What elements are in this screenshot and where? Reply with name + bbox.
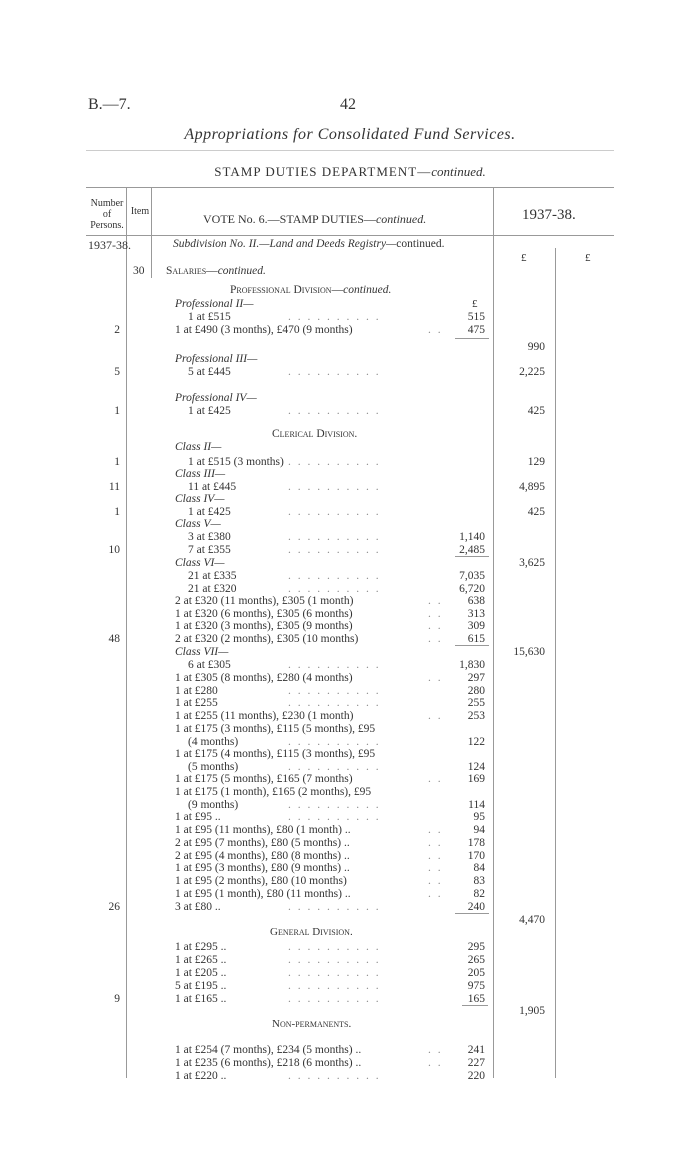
nonpermanents-heading: Non-permanents. (272, 1018, 352, 1030)
row-description: 7 at £355 (188, 544, 231, 556)
leader-dots: . . (428, 620, 443, 632)
table-row (0, 811, 700, 824)
row-description: (5 months) (188, 761, 239, 773)
row-total: 425 (527, 405, 545, 417)
subdivision-continued: continued. (396, 238, 445, 250)
table-row (0, 366, 700, 379)
table-row (0, 311, 700, 324)
row-amount: 205 (467, 967, 485, 979)
table-top-rule (86, 187, 614, 188)
table-row (0, 710, 700, 723)
leader-dots: . . (428, 324, 443, 336)
row-description: 1 at £515 (3 months) (188, 456, 284, 468)
row-amount: 255 (467, 697, 485, 709)
salaries-label: Salaries— (166, 265, 218, 277)
leader-dots: . . (428, 633, 443, 645)
row-description: 11 at £445 (188, 481, 237, 493)
leader-dots: . . (428, 710, 443, 722)
row-description: 1 at £175 (5 months), £165 (7 months) (175, 773, 353, 785)
row-description: 1 at £220 .. (175, 1070, 227, 1082)
leader-dots: . . . . . . . . . . (288, 954, 381, 966)
subdivision-heading (173, 238, 445, 250)
row-amount: 84 (473, 862, 485, 874)
pound-sign-inner: £ (472, 298, 478, 310)
row-amount: 227 (467, 1057, 485, 1069)
persons-count: 2 (114, 324, 120, 336)
vote-continued: continued. (375, 212, 427, 226)
year-left: 1937-38. (88, 238, 131, 252)
table-row (0, 888, 700, 901)
persons-count: 11 (108, 481, 120, 493)
table-row (0, 633, 700, 646)
table-row (0, 392, 700, 405)
persons-count: 1 (114, 405, 120, 417)
leader-dots: . . . . . . . . . . (288, 531, 381, 543)
table-row (0, 748, 700, 761)
row-description: (9 months) (188, 799, 239, 811)
leader-dots: . . (428, 608, 443, 620)
leader-dots: . . . . . . . . . . (288, 736, 381, 748)
row-total: 4,470 (519, 914, 545, 926)
leader-dots: . . . . . . . . . . (288, 685, 381, 697)
leader-dots: . . . . . . . . . . (288, 405, 381, 417)
row-description: 2 at £320 (2 months), £305 (10 months) (175, 633, 359, 645)
row-total: 4,895 (519, 481, 545, 493)
leader-dots: . . . . . . . . . . (288, 901, 381, 913)
salaries-heading (166, 265, 266, 277)
row-amount: 2,485 (459, 544, 485, 556)
row-total: 1,905 (519, 1005, 545, 1017)
persons-count: 26 (108, 901, 120, 913)
department-heading (0, 164, 700, 180)
class-heading: Professional II— (175, 298, 254, 310)
table-row (0, 941, 700, 954)
table-row (0, 773, 700, 786)
persons-count: 9 (114, 993, 120, 1005)
row-amount: 1,830 (459, 659, 485, 671)
leader-dots: . . . . . . . . . . (288, 967, 381, 979)
row-amount: 515 (467, 311, 485, 323)
table-row (0, 531, 700, 544)
persons-count: 10 (108, 544, 120, 556)
class-heading: Class V— (175, 518, 221, 530)
leader-dots: . . . . . . . . . . (288, 570, 381, 582)
row-description: 1 at £320 (3 months), £305 (9 months) (175, 620, 353, 632)
dept-continued: continued. (431, 164, 486, 179)
table-row (0, 441, 700, 454)
row-amount: 975 (467, 980, 485, 992)
class-heading: Professional III— (175, 353, 258, 365)
row-description: 6 at £305 (188, 659, 231, 671)
table-row (0, 493, 700, 506)
leader-dots: . . . . . . . . . . (288, 980, 381, 992)
row-description: 1 at £255 (175, 697, 218, 709)
persons-count: 5 (114, 366, 120, 378)
table-row (0, 646, 700, 659)
row-total: 990 (527, 341, 545, 353)
persons-count: 48 (108, 633, 120, 645)
professional-division-label: Professional Division— (230, 284, 344, 296)
clerical-division-heading: Clerical Division. (272, 428, 358, 440)
row-description: 1 at £295 .. (175, 941, 227, 953)
table-row (0, 672, 700, 685)
class-heading: Class III— (175, 468, 226, 480)
row-amount: 309 (467, 620, 485, 632)
leader-dots: . . . . . . . . . . (288, 311, 381, 323)
salaries-continued: continued. (217, 265, 266, 277)
title-rule (86, 150, 614, 151)
table-row (0, 723, 700, 736)
row-total: 2,225 (519, 366, 545, 378)
row-description: (4 months) (188, 736, 239, 748)
row-amount: 94 (473, 824, 485, 836)
leader-dots: . . (428, 595, 443, 607)
year-heading: 1937-38. (522, 207, 576, 223)
table-row (0, 518, 700, 531)
row-description: 1 at £165 .. (175, 993, 227, 1005)
row-description: 1 at £175 (4 months), £115 (3 months), £95 (175, 748, 376, 760)
leader-dots: . . . . . . . . . . (288, 811, 381, 823)
row-description: 1 at £425 (188, 405, 231, 417)
leader-dots: . . (428, 824, 443, 836)
table-row (0, 405, 700, 418)
leader-dots: . . . . . . . . . . (288, 761, 381, 773)
row-description: 21 at £335 (188, 570, 237, 582)
row-description: 1 at £254 (7 months), £234 (5 months) .. (175, 1044, 362, 1056)
row-description: 1 at £95 (3 months), £80 (9 months) .. (175, 862, 350, 874)
row-amount: 124 (467, 761, 485, 773)
row-description: 1 at £95 (2 months), £80 (10 months) (175, 875, 347, 887)
table-head-rule (86, 235, 614, 236)
leader-dots: . . (428, 773, 443, 785)
table-row (0, 967, 700, 980)
persons-col-heading: Number of Persons. (90, 198, 124, 231)
row-amount: 1,140 (459, 531, 485, 543)
leader-dots: . . . . . . . . . . (288, 481, 381, 493)
page-ref: B.—7. (88, 96, 131, 113)
leader-dots: . . (428, 875, 443, 887)
row-description: 1 at £265 .. (175, 954, 227, 966)
pound-sign-2: £ (585, 252, 591, 264)
table-row (0, 353, 700, 366)
row-amount: 114 (468, 799, 485, 811)
row-description: 1 at £425 (188, 506, 231, 518)
class-heading: Class VI— (175, 557, 225, 569)
page-number: 42 (340, 96, 356, 113)
table-row (0, 544, 700, 557)
persons-count: 1 (114, 506, 120, 518)
table-row (0, 324, 700, 337)
class-heading: Class II— (175, 441, 222, 453)
row-description: 1 at £95 (11 months), £80 (1 month) .. (175, 824, 351, 836)
table-row (0, 620, 700, 633)
row-description: 5 at £445 (188, 366, 231, 378)
table-row (0, 980, 700, 993)
leader-dots: . . (428, 862, 443, 874)
table-row (0, 468, 700, 481)
leader-dots: . . (428, 888, 443, 900)
persons-count: 1 (114, 456, 120, 468)
row-description: 1 at £305 (8 months), £280 (4 months) (175, 672, 353, 684)
row-amount: 7,035 (459, 570, 485, 582)
row-description: 21 at £320 (188, 583, 237, 595)
leader-dots: . . (428, 1044, 443, 1056)
table-row (0, 786, 700, 799)
table-row (0, 298, 700, 311)
row-description: 1 at £95 .. (175, 811, 221, 823)
row-description: 2 at £95 (4 months), £80 (8 months) .. (175, 850, 350, 862)
table-row (0, 1005, 700, 1018)
row-amount: 82 (473, 888, 485, 900)
class-heading: Class VII— (175, 646, 229, 658)
row-amount: 615 (467, 633, 485, 645)
leader-dots: . . (428, 850, 443, 862)
row-description: 1 at £280 (175, 685, 218, 697)
row-amount: 313 (467, 608, 485, 620)
row-amount: 638 (467, 595, 485, 607)
table-row (0, 875, 700, 888)
row-amount: 6,720 (459, 583, 485, 595)
row-total: 129 (527, 456, 545, 468)
row-amount: 178 (467, 837, 485, 849)
row-description: 2 at £95 (7 months), £80 (5 months) .. (175, 837, 350, 849)
row-amount: 165 (467, 993, 485, 1005)
row-total: 3,625 (519, 557, 545, 569)
row-description: 1 at £175 (3 months), £115 (5 months), £95 (175, 723, 376, 735)
row-amount: 280 (467, 685, 485, 697)
professional-division-continued: continued. (343, 284, 392, 296)
leader-dots: . . . . . . . . . . (288, 366, 381, 378)
row-description: 2 at £320 (11 months), £305 (1 month) (175, 595, 354, 607)
page-title: Appropriations for Consolidated Fund Services. (184, 126, 516, 143)
row-description: 3 at £80 .. (175, 901, 221, 913)
leader-dots: . . . . . . . . . . (288, 659, 381, 671)
row-description: 1 at £175 (1 month), £165 (2 months), £95 (175, 786, 372, 798)
row-amount: 240 (467, 901, 485, 913)
table-row (0, 557, 700, 570)
row-amount: 122 (467, 736, 485, 748)
row-description: 1 at £320 (6 months), £305 (6 months) (175, 608, 353, 620)
table-row (0, 595, 700, 608)
subdivision-name: Subdivision No. II.—Land and Deeds Registry— (173, 238, 397, 250)
leader-dots: . . (428, 1057, 443, 1069)
table-row (0, 1057, 700, 1070)
row-amount: 95 (473, 811, 485, 823)
row-amount: 83 (473, 875, 485, 887)
row-total: 15,630 (513, 646, 545, 658)
row-description: 1 at £255 (11 months), £230 (1 month) (175, 710, 354, 722)
table-row (0, 914, 700, 927)
table-row (0, 954, 700, 967)
row-description: 3 at £380 (188, 531, 231, 543)
row-amount: 170 (467, 850, 485, 862)
leader-dots: . . . . . . . . . . (288, 583, 381, 595)
professional-division-heading (230, 284, 391, 296)
table-row (0, 1070, 700, 1083)
vote-name: VOTE No. 6.—STAMP DUTIES— (203, 212, 376, 226)
leader-dots: . . . . . . . . . . (288, 456, 381, 468)
table-row (0, 862, 700, 875)
row-description: 1 at £205 .. (175, 967, 227, 979)
dept-name: STAMP DUTIES DEPARTMENT— (214, 164, 432, 179)
pound-sign-1: £ (521, 252, 527, 264)
row-amount: 265 (467, 954, 485, 966)
leader-dots: . . . . . . . . . . (288, 697, 381, 709)
row-amount: 220 (467, 1070, 485, 1082)
table-row (0, 659, 700, 672)
subtotal-rule (455, 338, 489, 339)
general-division-heading: General Division. (270, 926, 353, 938)
table-row (0, 901, 700, 914)
table-row (0, 824, 700, 837)
row-amount: 253 (467, 710, 485, 722)
vote-heading (203, 212, 426, 227)
row-amount: 169 (467, 773, 485, 785)
leader-dots: . . (428, 837, 443, 849)
row-amount: 295 (467, 941, 485, 953)
leader-dots: . . . . . . . . . . (288, 544, 381, 556)
row-description: 1 at £490 (3 months), £470 (9 months) (175, 324, 353, 336)
table-row (0, 1044, 700, 1057)
col-rule-item (151, 188, 152, 278)
row-amount: 241 (467, 1044, 485, 1056)
class-heading: Professional IV— (175, 392, 257, 404)
table-row (0, 570, 700, 583)
table-row (0, 697, 700, 710)
leader-dots: . . . . . . . . . . (288, 1070, 381, 1082)
leader-dots: . . . . . . . . . . (288, 799, 381, 811)
row-amount: 297 (467, 672, 485, 684)
row-description: 1 at £235 (6 months), £218 (6 months) .. (175, 1057, 362, 1069)
row-description: 5 at £195 .. (175, 980, 227, 992)
leader-dots: . . . . . . . . . . (288, 993, 381, 1005)
class-heading: Class IV— (175, 493, 225, 505)
row-amount: 475 (467, 324, 485, 336)
item-number: 30 (133, 265, 145, 277)
item-col-heading: Item (130, 206, 150, 217)
table-row (0, 837, 700, 850)
row-description: 1 at £95 (1 month), £80 (11 months) .. (175, 888, 351, 900)
row-total: 425 (527, 506, 545, 518)
leader-dots: . . . . . . . . . . (288, 506, 381, 518)
leader-dots: . . (428, 672, 443, 684)
leader-dots: . . . . . . . . . . (288, 941, 381, 953)
row-description: 1 at £515 (188, 311, 231, 323)
